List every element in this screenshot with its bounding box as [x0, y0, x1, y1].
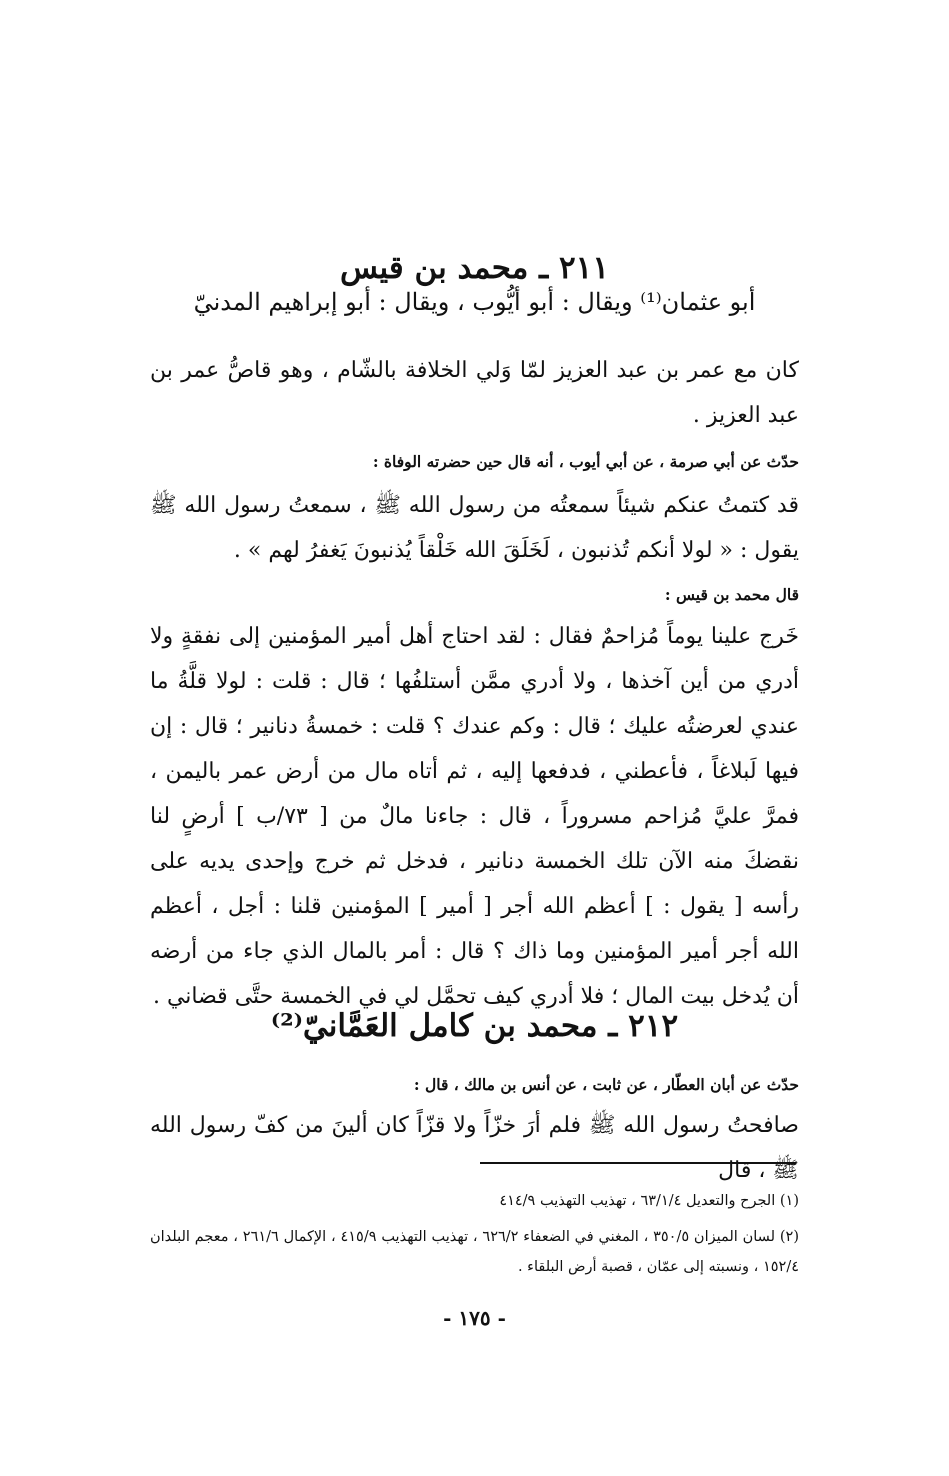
entry-211-biography: كان مع عمر بن عبد العزيز لمّا وَلي الخلافة بالشّام ، وهو قاصُّ عمر بن عبد العزيز . [150, 358, 799, 428]
footnote-1: (١) الجرح والتعديل ٦٣/١/٤ ، تهذيب التهذيب ٤١٤/٩ [499, 1193, 799, 1209]
entry-211-isnad-2: قال محمد بن قيس : [664, 585, 799, 604]
entry-211-title: ٢١١ ـ محمد بن قيس [340, 250, 609, 286]
footnote-2: (٢) لسان الميزان ٣٥٠/٥ ، المغني في الضعفاء ٦٢٦/٢ ، تهذيب التهذيب ٤١٥/٩ ، الإكمال ٢٦١/٦ ، معجم البلدان ١٥٢/٤ ، ونسبته إلى عمّان ، قصبة أرض البلقاء . [150, 1229, 799, 1275]
footnote-divider [480, 1162, 796, 1164]
page-number: - ١٧٥ - [443, 1306, 506, 1330]
entry-212-title: ٢١٢ ـ محمد بن كامل العَمَّانيّ⁽²⁾ [270, 1008, 679, 1044]
entry-211-isnad-1: حدّث عن أبي صرمة ، عن أبي أيوب ، أنه قال حين حضرته الوفاة : [372, 452, 799, 471]
entry-212-isnad: حدّث عن أبان العطّار ، عن ثابت ، عن أنس بن مالك ، قال : [413, 1075, 799, 1094]
entry-211-story: خَرج علينا يوماً مُزاحمٌ فقال : لقد احتاج أهل أمير المؤمنين إلى نفقةٍ ولا أدري من أين آخذها ، ولا أدري ممَّن أستلفُها ؛ قال : قلت : لولا قلَّةُ ما عندي لعرضتُه عليك ؛ قال : وكم عندك ؟ قلت : خمسةُ دنانير ؛ قال : إن فيها لَبلاغاً ، فأعطني ، فدفعها إليه ، ثم أتاه مال من أرض عمر باليمن ، فمرَّ عليَّ مُزاحم مسروراً ، قال : جاءنا مالٌ من [ ٧٣/ب ] أرضٍ لنا نقضكَ منه الآن تلك الخمسة دنانير ، فدخل ثم خرج وإحدى يديه على رأسه [ يقول : ] أعظم الله أجر [ أمير ] المؤمنين قلنا : أجل ، أعظم الله أجر أمير المؤمنين وما ذاك ؟ قال : أمر بالمال الذي جاء من أرضه أن يُدخل بيت المال ؛ فلا أدري كيف تحمَّل لي في الخمسة حتَّى قضاني . [150, 624, 799, 1009]
entry-212-text: صافحتُ رسول الله ﷺ فلم أرَ خزّاً ولا قزّاً كان ألينَ من كفّ رسول الله ﷺ ، قال [150, 1113, 799, 1183]
entry-211-hadith-1: قد كتمتُ عنكم شيئاً سمعتُه من رسول الله ﷺ ، سمعتُ رسول الله ﷺ يقول : « لولا أنكم تُذنبون ، لَخَلَقَ الله خَلْقاً يُذنبونَ يَغفرُ لهم » . [150, 493, 799, 563]
entry-211-kunya: أبو عثمان⁽¹⁾ ويقال : أبو أيُّوب ، ويقال : أبو إبراهيم المدنيّ [193, 288, 756, 316]
